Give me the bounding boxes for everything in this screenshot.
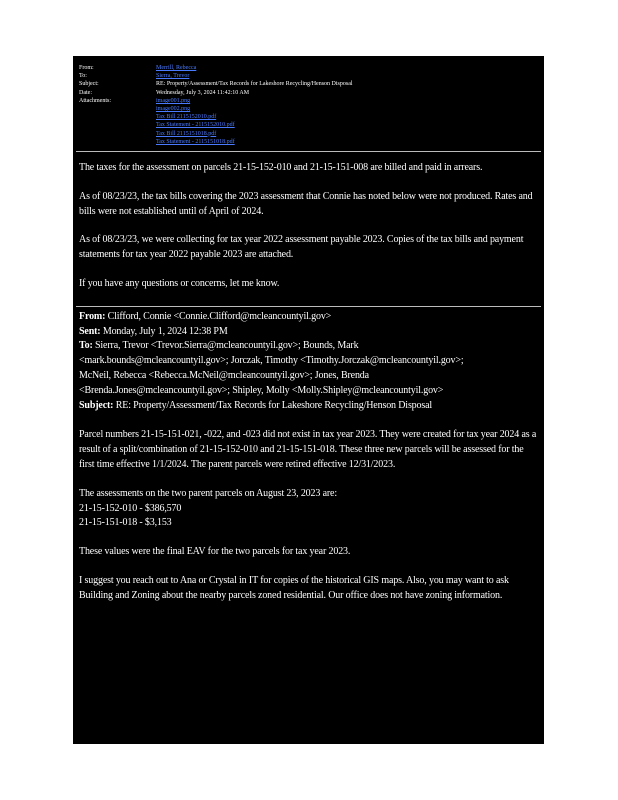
- quote-divider: [76, 306, 541, 307]
- quoted-to-line: Sierra, Trevor <Trevor.Sierra@mcleancountyil.gov>; Bounds, Mark: [95, 340, 359, 352]
- quoted-to-row: [79, 339, 540, 398]
- quoted-paragraph: These values were the final EAV for the two parcels for tax year 2023.: [79, 546, 351, 558]
- header-date-value: Wednesday, July 3, 2024 11:42:10 AM: [156, 89, 250, 96]
- quoted-from-row: [79, 310, 540, 325]
- attachment-link[interactable]: Tax Statement - 2115151018.pdf: [156, 138, 235, 145]
- quoted-from-value: Clifford, Connie <Connie.Clifford@mcleancountyil.gov>: [107, 310, 332, 322]
- quoted-to-label: To:: [79, 340, 93, 352]
- header-to-label: To:: [79, 73, 87, 80]
- quoted-paragraph: Parcel numbers 21-15-151-021, -022, and -023 did not exist in tax year 2023. They were created for tax year 2024 as a result of a split/combination of 21-15-152-010 and 21-15-151-018. These three new parcels will be assessed for the first time effective 1/1/2024. The parent parcels were retired effective 12/31/2023.: [79, 429, 537, 470]
- header-attachments-row: [79, 97, 540, 146]
- quoted-sent-value: Monday, July 1, 2024 12:38 PM: [102, 325, 228, 337]
- reply-paragraph: As of 08/23/23, the tax bills covering the 2023 assessment that Connie has noted below were not produced. Rates and bills were not established until of April of 2024.: [79, 190, 533, 217]
- quoted-header: [79, 310, 540, 414]
- quoted-subject-row: [79, 399, 540, 414]
- attachment-link[interactable]: Tax Statement - 2115152010.pdf: [156, 122, 235, 129]
- header-subject-value: RE: Property/Assessment/Tax Records for Lakeshore Recycling/Henson Disposal: [156, 81, 353, 88]
- attachment-link[interactable]: Tax Bill 2115152010.pdf: [156, 114, 217, 121]
- assessment-line: 21-15-151-018 - $3,153: [79, 517, 172, 529]
- assessments-intro: The assessments on the two parent parcels on August 23, 2023 are:: [79, 487, 337, 499]
- quoted-subject-label: Subject:: [79, 399, 114, 411]
- quoted-sent-label: Sent:: [79, 325, 101, 337]
- assessment-line: 21-15-152-010 - $386,570: [79, 502, 182, 514]
- header-subject-row: [79, 80, 540, 88]
- reply-paragraph: If you have any questions or concerns, let me know.: [79, 278, 280, 290]
- email-header: [79, 64, 540, 146]
- quoted-paragraph: I suggest you reach out to Ana or Crystal in IT for copies of the historical GIS maps. Also, you may want to ask Building and Zoning about the nearby parcels zoned residential. Our office does not have zoning information.: [79, 574, 509, 601]
- quoted-to-line: <mark.bounds@mcleancountyil.gov>; Jorczak, Timothy <Timothy.Jorczak@mcleancountyil.gov>;: [79, 355, 464, 367]
- attachment-link[interactable]: image001.png: [156, 97, 191, 104]
- reply-body: [79, 161, 540, 292]
- header-to-row: [79, 72, 540, 80]
- header-date-label: Date:: [79, 89, 92, 96]
- header-date-row: [79, 89, 540, 97]
- quoted-to-line: McNeil, Rebecca <Rebecca.McNeil@mcleancountyil.gov>; Jones, Brenda: [79, 370, 369, 381]
- header-divider: [76, 151, 541, 152]
- header-from-value[interactable]: Merrill, Rebecca: [156, 65, 197, 71]
- header-attachments-label: Attachments:: [79, 97, 111, 104]
- quoted-to-line: <Brenda.Jones@mcleancountyil.gov>; Shipley, Molly <Molly.Shipley@mcleancountyil.gov>: [79, 384, 444, 396]
- reply-paragraph: The taxes for the assessment on parcels 21-15-152-010 and 21-15-151-008 are billed and paid in arrears.: [79, 162, 483, 174]
- header-to-value[interactable]: Sierra, Trevor: [156, 73, 190, 80]
- quoted-subject-value: RE: Property/Assessment/Tax Records for Lakeshore Recycling/Henson Disposal: [115, 399, 433, 411]
- header-from-label: From:: [79, 65, 94, 71]
- quoted-sent-row: [79, 325, 540, 340]
- header-subject-label: Subject:: [79, 81, 99, 88]
- attachment-link[interactable]: image002.png: [156, 106, 191, 113]
- quoted-body: [79, 428, 540, 603]
- document-page: [73, 56, 544, 744]
- quoted-assessments: [79, 487, 540, 531]
- attachments-list: [156, 97, 540, 146]
- attachment-link[interactable]: Tax Bill 2115151018.pdf: [156, 130, 217, 137]
- reply-paragraph: As of 08/23/23, we were collecting for tax year 2022 assessment payable 2023. Copies of the tax bills and payment statements for tax year 2022 payable 2023 are attached.: [79, 234, 524, 261]
- header-from-row: [79, 64, 540, 72]
- quoted-from-label: From:: [79, 310, 106, 322]
